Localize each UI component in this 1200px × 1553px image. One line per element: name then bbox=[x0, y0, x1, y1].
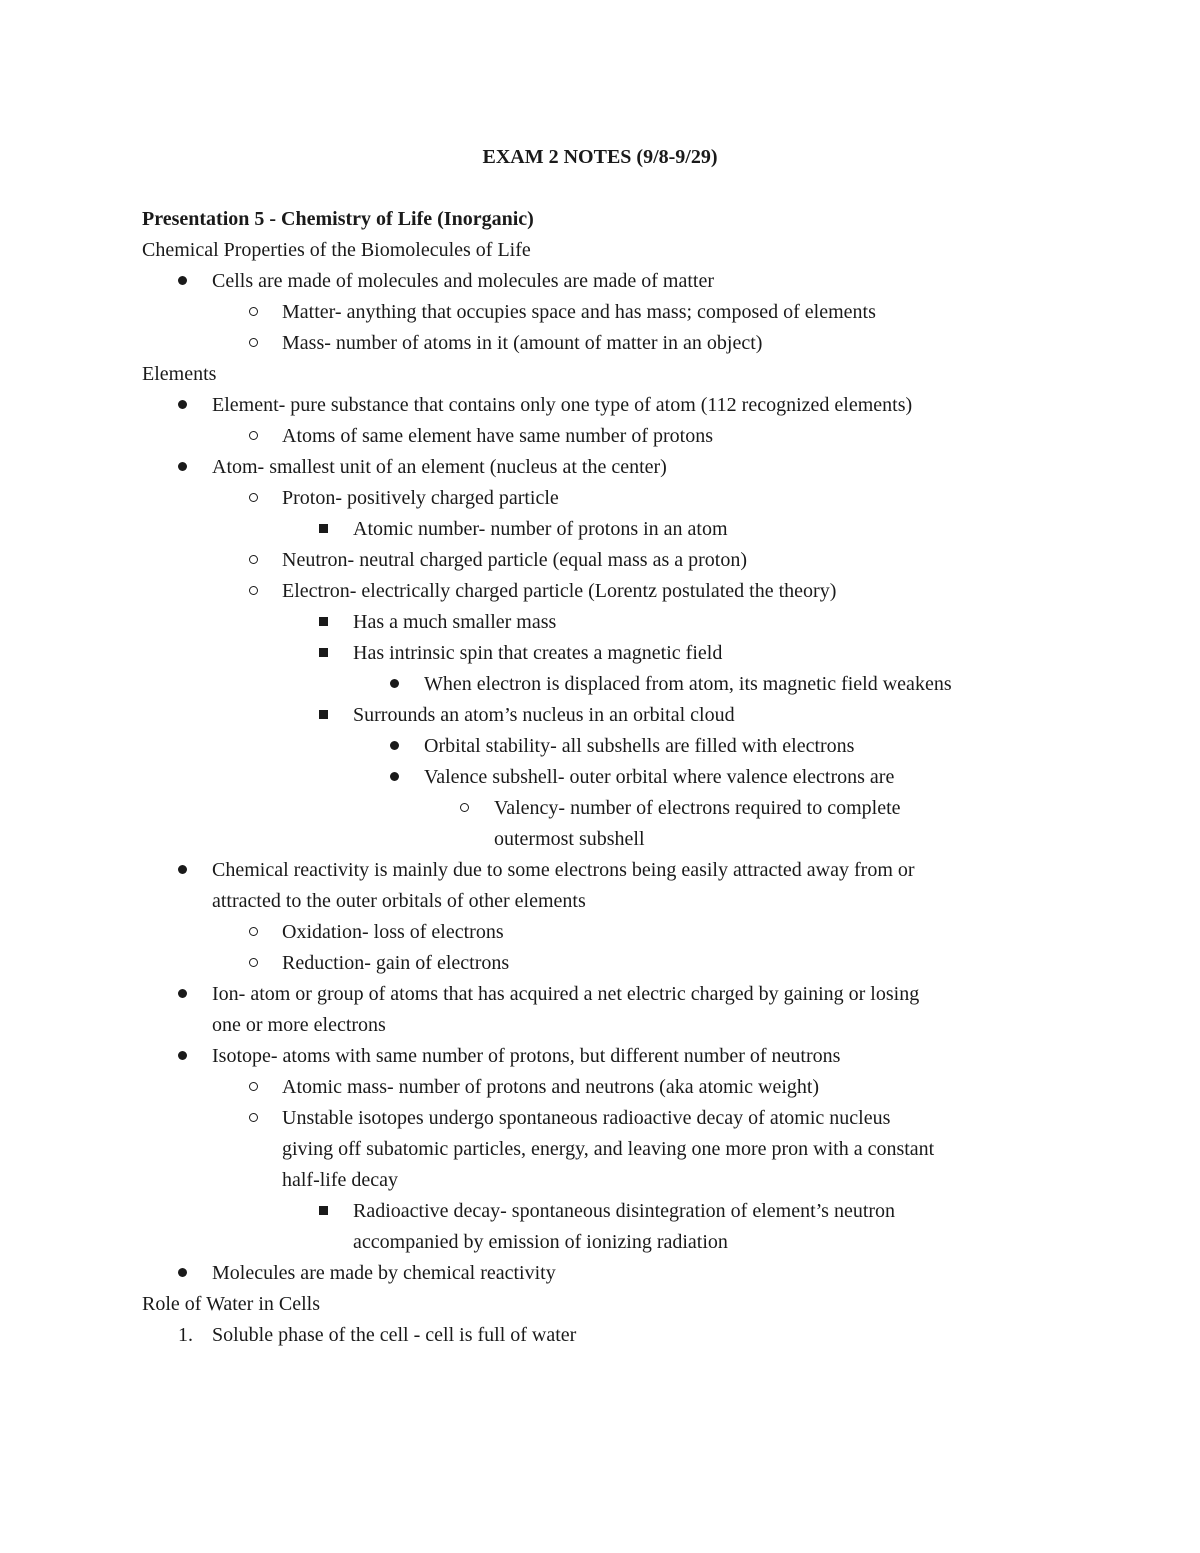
bullet-circle-icon bbox=[249, 1072, 258, 1103]
subheading: Elements bbox=[142, 363, 217, 385]
bullet-circle-icon bbox=[249, 1103, 258, 1134]
bullet-square-icon bbox=[319, 1196, 328, 1227]
bullet-circle-icon bbox=[249, 297, 258, 328]
subheading: Chemical Properties of the Biomolecules of Life bbox=[142, 239, 531, 261]
list-item: Valence subshell- outer orbital where valence electrons are bbox=[142, 762, 1062, 793]
bullet-circle-icon bbox=[249, 545, 258, 576]
bullet-dot-icon bbox=[390, 669, 399, 700]
list-item: Atoms of same element have same number of protons bbox=[142, 421, 1062, 452]
list-item: Atomic mass- number of protons and neutrons (aka atomic weight) bbox=[142, 1072, 1062, 1103]
subheading: Role of Water in Cells bbox=[142, 1293, 320, 1315]
bullet-square-icon bbox=[319, 514, 328, 545]
bullet-dot-icon bbox=[178, 1258, 187, 1289]
list-item: When electron is displaced from atom, its magnetic field weakens bbox=[142, 669, 1062, 700]
bullet-dot-icon bbox=[178, 390, 187, 421]
list-item-continuation: attracted to the outer orbitals of other elements bbox=[212, 890, 586, 912]
list-item: Matter- anything that occupies space and has mass; composed of elements bbox=[142, 297, 1062, 328]
bullet-circle-icon bbox=[249, 917, 258, 948]
list-item: Isotope- atoms with same number of protons, but different number of neutrons bbox=[142, 1041, 1062, 1072]
list-item-continuation: giving off subatomic particles, energy, and leaving one more pron with a constant bbox=[282, 1138, 935, 1160]
notes-body bbox=[142, 204, 1062, 1351]
list-item-continuation: outermost subshell bbox=[494, 828, 645, 850]
bullet-circle-icon bbox=[249, 576, 258, 607]
list-item: Element- pure substance that contains only one type of atom (112 recognized elements) bbox=[142, 390, 1062, 421]
bullet-square-icon bbox=[319, 638, 328, 669]
numbered-item: 1. Soluble phase of the cell - cell is full of water bbox=[142, 1320, 1062, 1351]
bullet-square-icon bbox=[319, 607, 328, 638]
list-item-continuation: half-life decay bbox=[282, 1169, 399, 1191]
bullet-square-icon bbox=[319, 700, 328, 731]
bullet-dot-icon bbox=[390, 731, 399, 762]
list-item: Chemical reactivity is mainly due to some electrons being easily attracted away from or bbox=[142, 855, 1062, 886]
list-item: Atomic number- number of protons in an atom bbox=[142, 514, 1062, 545]
list-item: Cells are made of molecules and molecules are made of matter bbox=[142, 266, 1062, 297]
list-item: Has a much smaller mass bbox=[142, 607, 1062, 638]
list-item: Surrounds an atom’s nucleus in an orbital cloud bbox=[142, 700, 1062, 731]
list-item-continuation: one or more electrons bbox=[212, 1014, 386, 1036]
bullet-circle-icon bbox=[460, 793, 469, 824]
list-item: Oxidation- loss of electrons bbox=[142, 917, 1062, 948]
list-item: Valency- number of electrons required to complete bbox=[142, 793, 1062, 824]
list-item: Has intrinsic spin that creates a magnetic field bbox=[142, 638, 1062, 669]
section-heading: Presentation 5 - Chemistry of Life (Inorganic) bbox=[142, 208, 534, 230]
bullet-dot-icon bbox=[178, 1041, 187, 1072]
bullet-dot-icon bbox=[390, 762, 399, 793]
bullet-dot-icon bbox=[178, 979, 187, 1010]
page-title: EXAM 2 NOTES (9/8-9/29) bbox=[482, 146, 718, 168]
list-item: Ion- atom or group of atoms that has acquired a net electric charged by gaining or losing bbox=[142, 979, 1062, 1010]
list-item: Atom- smallest unit of an element (nucleus at the center) bbox=[142, 452, 1062, 483]
bullet-circle-icon bbox=[249, 483, 258, 514]
bullet-dot-icon bbox=[178, 452, 187, 483]
list-item: Neutron- neutral charged particle (equal mass as a proton) bbox=[142, 545, 1062, 576]
bullet-circle-icon bbox=[249, 948, 258, 979]
list-item: Orbital stability- all subshells are filled with electrons bbox=[142, 731, 1062, 762]
list-item: Electron- electrically charged particle (Lorentz postulated the theory) bbox=[142, 576, 1062, 607]
bullet-circle-icon bbox=[249, 421, 258, 452]
list-item: Reduction- gain of electrons bbox=[142, 948, 1062, 979]
bullet-dot-icon bbox=[178, 266, 187, 297]
list-item: Molecules are made by chemical reactivity bbox=[142, 1258, 1062, 1289]
list-item: Proton- positively charged particle bbox=[142, 483, 1062, 514]
bullet-circle-icon bbox=[249, 328, 258, 359]
list-item: Unstable isotopes undergo spontaneous radioactive decay of atomic nucleus bbox=[142, 1103, 1062, 1134]
list-item: Mass- number of atoms in it (amount of matter in an object) bbox=[142, 328, 1062, 359]
bullet-dot-icon bbox=[178, 855, 187, 886]
list-number: 1. bbox=[178, 1324, 193, 1346]
list-item: Radioactive decay- spontaneous disintegration of element’s neutron bbox=[142, 1196, 1062, 1227]
list-item-continuation: accompanied by emission of ionizing radiation bbox=[353, 1231, 728, 1253]
